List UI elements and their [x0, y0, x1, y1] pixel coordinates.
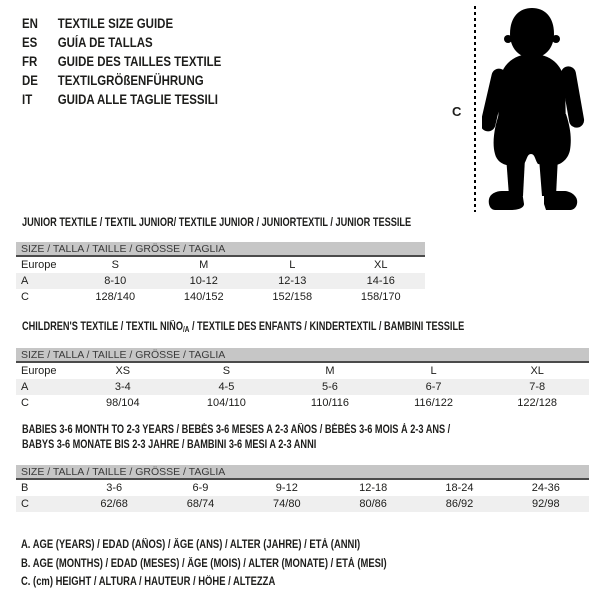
table-row-months — [16, 480, 589, 496]
size-cell: 68/74 — [186, 498, 215, 510]
table-row-height — [16, 395, 589, 411]
language-code: DE — [22, 73, 38, 88]
table-row-age — [16, 273, 425, 289]
size-cell: 104/110 — [206, 397, 246, 409]
section-title-children — [22, 320, 464, 337]
guide-title-it: GUIDA ALLE TAGLIE TESSILI — [57, 92, 218, 107]
col-header: M — [325, 365, 335, 377]
row-label-europe: Europe — [21, 259, 57, 271]
col-header: XS — [115, 365, 131, 377]
col-header: S — [222, 365, 231, 377]
language-row-fr — [22, 52, 221, 71]
row-label-europe: Europe — [21, 365, 57, 377]
language-code: IT — [22, 92, 33, 107]
baby-silhouette-icon — [482, 6, 592, 211]
footnote-b: B. AGE (MONTHS) / EDAD (MESES) / ÂGE (MOIS) / ALTER (MONATE) / ETÀ (MESI) — [21, 557, 387, 570]
size-cell: 128/140 — [95, 291, 136, 303]
size-cell: 18-24 — [445, 482, 474, 494]
table-row-age — [16, 379, 589, 395]
row-label-c: C — [21, 397, 29, 409]
size-cell: 4-5 — [218, 381, 235, 393]
size-cell: 86/92 — [445, 498, 474, 510]
size-cell: 116/122 — [414, 397, 454, 409]
legend-footnotes — [21, 536, 467, 592]
table-row-height — [16, 289, 425, 305]
col-header: M — [199, 259, 209, 271]
col-header: XL — [374, 259, 388, 271]
col-header: XL — [530, 365, 544, 377]
size-cell: 12-13 — [278, 275, 307, 287]
size-cell: 9-12 — [275, 482, 298, 494]
section-title-text: / TEXTILE DES ENFANTS / KINDERTEXTIL / BAMBINI TESSILE — [189, 321, 465, 333]
language-code: ES — [22, 35, 38, 50]
junior-size-table — [16, 242, 425, 305]
section-title-text: JUNIOR TEXTILE / TEXTIL JUNIOR/ TEXTILE JUNIOR / JUNIORTEXTIL / JUNIOR TESSILE — [22, 217, 412, 229]
language-row-it — [22, 90, 221, 109]
guide-title-en: TEXTILE SIZE GUIDE — [57, 16, 174, 31]
size-cell: 62/68 — [100, 498, 128, 510]
size-cell: 5-6 — [322, 381, 338, 393]
table-header-row — [16, 363, 589, 379]
babies-size-table — [16, 465, 589, 512]
size-cell: 110/116 — [310, 397, 350, 409]
size-cell: 92/98 — [532, 498, 560, 510]
size-header-bar: SIZE / TALLA / TAILLE / GRÖSSE / TAGLIA — [16, 348, 589, 363]
size-cell: 74/80 — [273, 498, 301, 510]
col-header: L — [289, 259, 296, 271]
height-dotted-line-icon — [474, 6, 476, 212]
language-row-en — [22, 14, 221, 33]
section-title-line2: BABYS 3-6 MONATE BIS 2-3 JAHRE / BAMBINI 3-6 MESI A 2-3 ANNI — [22, 439, 317, 451]
section-title-line1: BABIES 3-6 MONTH TO 2-3 YEARS / BEBÉS 3-6 MESES A 2-3 AÑOS / BÉBÉS 3-6 MOIS À 2-3 ANS / — [22, 424, 451, 436]
row-label-a: A — [21, 275, 29, 287]
size-cell: 12-18 — [359, 482, 388, 494]
table-header-row — [16, 257, 425, 273]
language-row-de — [22, 71, 221, 90]
size-cell: 3-4 — [114, 381, 131, 393]
size-cell: 8-10 — [104, 275, 127, 287]
footnote-a: A. AGE (YEARS) / EDAD (AÑOS) / ÂGE (ANS) / ALTER (JAHRE) / ETÀ (ANNI) — [21, 539, 361, 551]
language-code: EN — [22, 16, 38, 31]
language-row-es — [22, 33, 221, 52]
size-cell: 122/128 — [517, 397, 558, 409]
size-header-bar: SIZE / TALLA / TAILLE / GRÖSSE / TAGLIA — [16, 465, 589, 480]
size-header-bar: SIZE / TALLA / TAILLE / GRÖSSE / TAGLIA — [16, 242, 425, 257]
size-cell: 98/104 — [105, 397, 140, 409]
size-cell: 6-9 — [192, 482, 209, 494]
guide-title-es: GUÍA DE TALLAS — [57, 35, 153, 50]
height-measure-figure — [450, 4, 598, 216]
guide-title-fr: GUIDE DES TAILLES TEXTILE — [57, 54, 222, 69]
size-cell: 24-36 — [531, 482, 560, 494]
row-label-c: C — [21, 498, 29, 510]
size-cell: 80/86 — [359, 498, 387, 510]
footnote-c: C. (cm) HEIGHT / ALTURA / HAUTEUR / HÖHE / ALTEZZA — [21, 576, 276, 588]
section-title-subscript: /A — [182, 325, 190, 334]
row-label-b: B — [21, 482, 29, 494]
measure-label-c: C — [452, 104, 462, 119]
row-label-c: C — [21, 291, 29, 303]
language-code: FR — [22, 54, 38, 69]
size-cell: 7-8 — [529, 381, 546, 393]
size-cell: 158/170 — [360, 291, 401, 303]
size-cell: 152/158 — [272, 291, 313, 303]
language-title-list — [22, 14, 257, 109]
size-cell: 140/152 — [183, 291, 224, 303]
size-cell: 6-7 — [425, 381, 442, 393]
section-title-text: CHILDREN'S TEXTILE / TEXTIL NIÑO — [22, 321, 183, 333]
section-title-babies — [22, 423, 450, 453]
size-cell: 14-16 — [366, 275, 395, 287]
guide-title-de: TEXTILGRÖßENFÜHRUNG — [57, 73, 204, 88]
table-row-height — [16, 496, 589, 512]
children-size-table — [16, 348, 589, 411]
size-cell: 3-6 — [106, 482, 123, 494]
section-title-junior — [22, 216, 411, 231]
col-header: L — [430, 365, 437, 377]
row-label-a: A — [21, 381, 29, 393]
size-cell: 10-12 — [189, 275, 218, 287]
col-header: S — [111, 259, 119, 271]
